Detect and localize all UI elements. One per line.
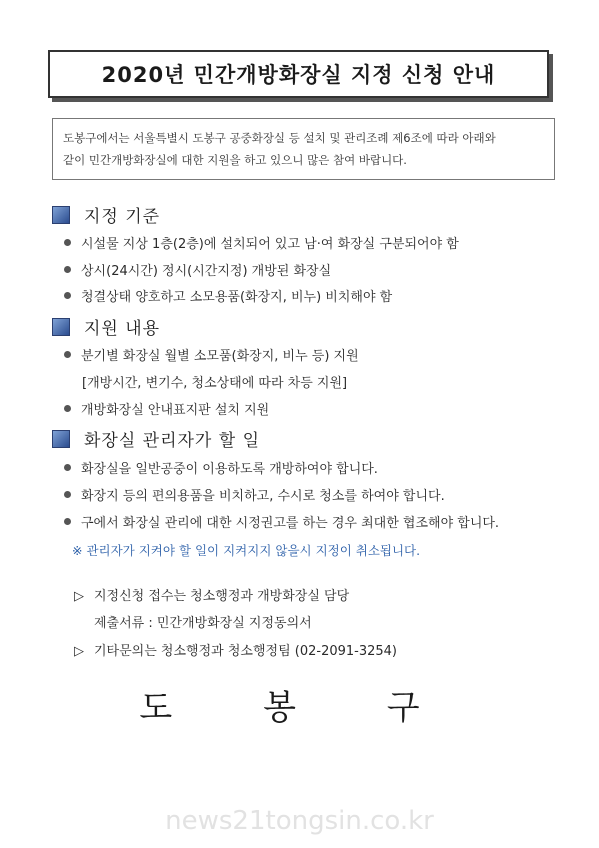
triangle-marker-icon: ▷: [74, 644, 84, 659]
bullet-dot-icon: [64, 266, 71, 273]
section-support-heading: [52, 314, 160, 339]
intro-box: [52, 118, 555, 180]
bullet-dot-icon: [64, 351, 71, 358]
info-line-contact: [74, 640, 397, 659]
intro-line-2: 같이 민간개방화장실에 대한 지원을 하고 있으니 많은 참여 바랍니다.: [63, 153, 407, 167]
square-bullet-icon: [52, 430, 70, 448]
list-item-text: 상시(24시간) 정시(시간지정) 개방된 화장실: [81, 264, 332, 279]
section-label: 지원 내용: [84, 319, 161, 339]
list-item-text: 구에서 화장실 관리에 대한 시정권고를 하는 경우 최대한 협조해야 합니다.: [81, 516, 500, 531]
info-text: 지정신청 접수는 청소행정과 개방화장실 담당: [94, 589, 350, 604]
watermark: news21tongsin.co.kr: [165, 806, 434, 836]
triangle-marker-icon: ▷: [74, 589, 84, 604]
bullet-dot-icon: [64, 491, 71, 498]
cancellation-note: ※ 관리자가 지켜야 할 일이 지켜지지 않을시 지정이 취소됩니다.: [72, 543, 421, 558]
list-item: [64, 286, 392, 305]
section-criteria-heading: [52, 202, 160, 227]
section-label: 지정 기준: [84, 207, 161, 227]
list-item-text: 개방화장실 안내표지판 설치 지원: [81, 403, 270, 418]
bullet-dot-icon: [64, 292, 71, 299]
list-item: [64, 512, 499, 531]
list-item-text: 화장지 등의 편의용품을 비치하고, 수시로 청소를 하여야 합니다.: [81, 489, 445, 504]
title-box: [48, 50, 549, 98]
square-bullet-icon: [52, 206, 70, 224]
page-title: 2020년 민간개방화장실 지정 신청 안내: [101, 63, 496, 87]
issuer-name: 도 봉 구: [139, 688, 460, 728]
list-item: [64, 345, 359, 364]
list-item-text: 시설물 지상 1층(2층)에 설치되어 있고 남·여 화장실 구분되어야 함: [81, 237, 459, 252]
section-duties-heading: [52, 426, 260, 451]
section-label: 화장실 관리자가 할 일: [84, 431, 261, 451]
list-item-text: 화장실을 일반공중이 이용하도록 개방하여야 합니다.: [81, 462, 378, 477]
bullet-dot-icon: [64, 405, 71, 412]
list-item-text: 청결상태 양호하고 소모용품(화장지, 비누) 비치해야 함: [81, 290, 393, 305]
list-item: [64, 260, 331, 279]
bullet-dot-icon: [64, 518, 71, 525]
bullet-dot-icon: [64, 239, 71, 246]
list-item: [64, 485, 445, 504]
bullet-dot-icon: [64, 464, 71, 471]
list-item: [64, 233, 459, 252]
intro-line-1: 도봉구에서는 서울특별시 도봉구 공중화장실 등 설치 및 관리조례 제6조에 따라 아래와: [63, 131, 496, 145]
list-item: [64, 399, 269, 418]
support-sub-note: [개방시간, 변기수, 청소상태에 따라 차등 지원]: [82, 376, 348, 391]
info-line-documents: 제출서류 : 민간개방화장실 지정동의서: [94, 616, 312, 631]
info-text: 기타문의는 청소행정과 청소행정팀 (02-2091-3254): [94, 644, 398, 659]
square-bullet-icon: [52, 318, 70, 336]
info-line-application: [74, 585, 349, 604]
list-item-text: 분기별 화장실 월별 소모품(화장지, 비누 등) 지원: [81, 349, 359, 364]
list-item: [64, 458, 378, 477]
